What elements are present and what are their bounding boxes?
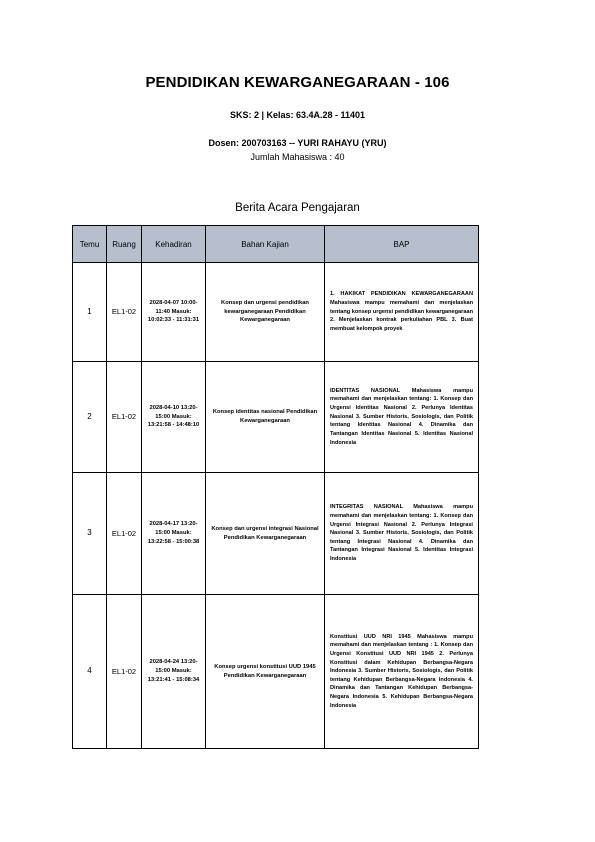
- table-row: [73, 263, 479, 362]
- cell-temu: 2: [73, 362, 107, 473]
- dosen-line: Dosen: 200703163 -- YURI RAHAYU (YRU): [208, 138, 387, 148]
- cell-kehadiran: 2028-04-24 13:20-15:00 Masuk: 13:21:41 - 15:08:34: [142, 595, 206, 749]
- cell-ruang: EL1-02: [107, 362, 142, 473]
- section-title: Berita Acara Pengajaran: [235, 202, 360, 214]
- header-kehadiran: Kehadiran: [142, 226, 206, 263]
- cell-bap: INTEGRITAS NASIONAL Mahasiswa mampu memahami dan menjelaskan tentang: 1. Konsep dan Urgensi Integrasi Nasional 2. Perlunya Integrasi Nasional 3. Sumber Historis, Sosiologis, dan Politik tentang Integrasi Nasional 4. Dinamika dan Tantangan Integrasi Nasional 5. Identitas Integrasi Indonesia: [325, 473, 479, 595]
- cell-bap: 1. HAKIKAT PENDIDIKAN KEWARGANEGARAAN Mahasiswa mampu memahami dan menjelaskan tentang konsep urgensi pendidikan kewarganegaraan 2. Menjelaskan kontrak perkuliahan PBL 3. Buat membuat kelompok proyek: [325, 263, 479, 362]
- table-row: [73, 595, 479, 749]
- document-title: PENDIDIKAN KEWARGANEGARAAN - 106: [145, 74, 450, 91]
- cell-temu: 4: [73, 595, 107, 749]
- table-header-row: [73, 226, 479, 263]
- cell-bahan-kajian: Konsep dan urgensi integrasi Nasional Pendidikan Kewarganegaraan: [206, 473, 325, 595]
- cell-kehadiran: 2028-04-17 13:20-15:00 Masuk: 13:22:58 - 15:00:38: [142, 473, 206, 595]
- cell-temu: 3: [73, 473, 107, 595]
- cell-ruang: EL1-02: [107, 595, 142, 749]
- jumlah-mahasiswa-line: Jumlah Mahasiswa : 40: [250, 152, 345, 162]
- cell-kehadiran: 2028-04-07 10:00-11:40 Masuk: 10:02:33 - 11:31:31: [142, 263, 206, 362]
- cell-temu: 1: [73, 263, 107, 362]
- cell-ruang: EL1-02: [107, 263, 142, 362]
- cell-bahan-kajian: Konsep urgensi konstitusi UUD 1945 Pendidikan Kewarganegaraan: [206, 595, 325, 749]
- cell-kehadiran: 2028-04-10 13:20-15:00 Masuk: 13:21:58 - 14:48:10: [142, 362, 206, 473]
- header-bap: BAP: [325, 226, 479, 263]
- header-bahan-kajian: Bahan Kajian: [206, 226, 325, 263]
- table-row: [73, 362, 479, 473]
- cell-bahan-kajian: Konsep dan urgensi pendidikan kewarganegaraan Pendidikan Kewarganegaraan: [206, 263, 325, 362]
- bap-table: [72, 225, 479, 749]
- cell-bahan-kajian: Konsep identitas nasional Pendidikan Kewarganegaraan: [206, 362, 325, 473]
- cell-ruang: EL1-02: [107, 473, 142, 595]
- header-ruang: Ruang: [107, 226, 142, 263]
- cell-bap: Konstitusi UUD NRI 1945 Mahasiswa mampu memahami dan menjelaskan tentang : 1. Konsep dan Urgensi Konstitusi UUD NRI 1945 2. Perlunya Konstitusi dalam Kehidupan Berbangsa-Negara Indonesia 3. Sumber Historis, Sosiologis, dan Politik tentang Kehidupan Berbangsa-Negara Indonesia 4. Dinamika dan Tantangan Kehidupan Berbangsa-Negara Indonesia 5. Kehidupan Berbangsa-Negara Indonesia: [325, 595, 479, 749]
- cell-bap: IDENTITAS NASIONAL Mahasiswa mampu memahami dan menjelaskan tentang: 1. Konsep dan Urgensi Identitas Nasional 2. Perlunya Identitas Nasional 3. Sumber Historis, Sosiologis, dan Politik tentang Identitas Nasional 4. Dinamika dan Tantangan Identitas Nasional 5. Identitas Nasional Indonesia: [325, 362, 479, 473]
- sks-kelas-line: SKS: 2 | Kelas: 63.4A.28 - 11401: [229, 110, 366, 120]
- header-temu: Temu: [73, 226, 107, 263]
- table-row: [73, 473, 479, 595]
